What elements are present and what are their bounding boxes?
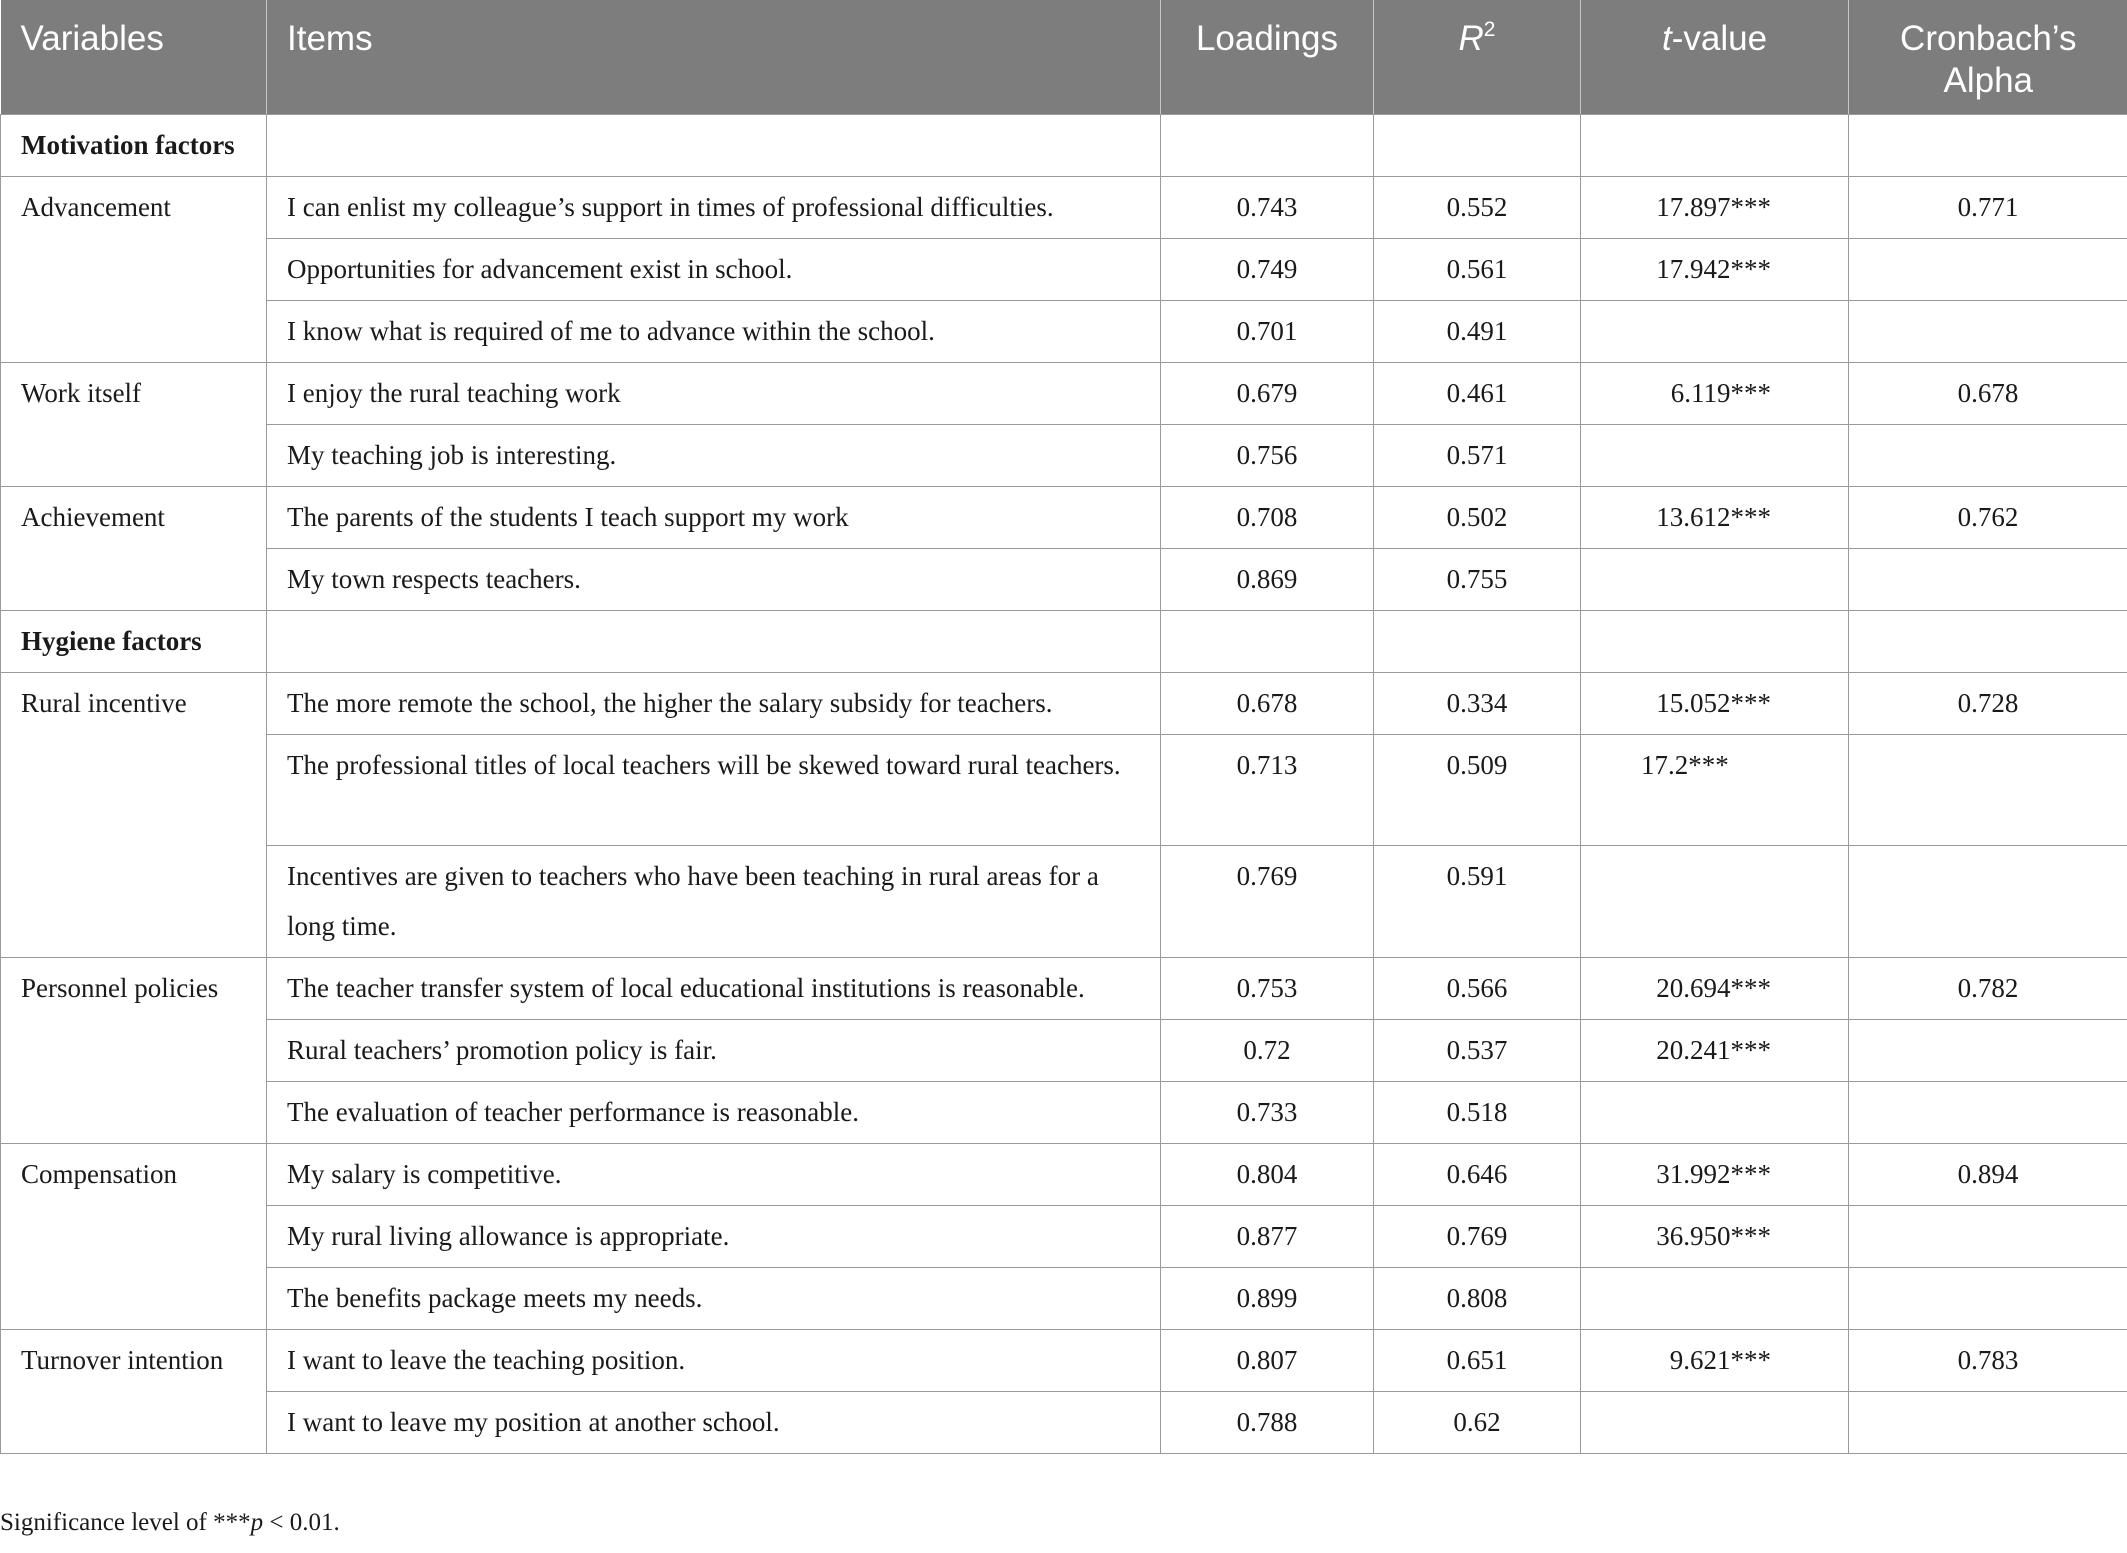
item-cell: The professional titles of local teachers will be skewed toward rural teachers. (267, 734, 1161, 845)
header-cronbach-alpha (1849, 0, 2127, 114)
header-r2-base: R (1458, 19, 1484, 58)
t-value-cell (1581, 486, 1849, 548)
r2-cell: 0.491 (1374, 300, 1581, 362)
r2-cell: 0.808 (1374, 1267, 1581, 1329)
loading-cell: 0.756 (1161, 424, 1374, 486)
r2-cell: 0.769 (1374, 1205, 1581, 1267)
loading-cell: 0.753 (1161, 957, 1374, 1019)
alpha-cell (1849, 1205, 2127, 1267)
t-value-text: 20.241*** (1656, 1034, 1771, 1065)
empty-cell (1581, 114, 1849, 176)
t-value-cell (1581, 957, 1849, 1019)
loading-cell: 0.743 (1161, 176, 1374, 238)
table-row (1, 1391, 2127, 1453)
t-value-cell (1581, 1081, 1849, 1143)
loading-cell: 0.733 (1161, 1081, 1374, 1143)
empty-cell (1161, 610, 1374, 672)
table-row (1, 300, 2127, 362)
item-cell: My salary is competitive. (267, 1143, 1161, 1205)
r2-cell: 0.646 (1374, 1143, 1581, 1205)
table-row (1, 176, 2127, 238)
variable-cell: Personnel policies (1, 957, 267, 1143)
header-items: Items (267, 0, 1161, 114)
r2-cell: 0.334 (1374, 672, 1581, 734)
t-value-text: 20.694*** (1656, 972, 1771, 1003)
t-value-text: 9.621*** (1669, 1344, 1771, 1375)
item-cell: I can enlist my colleague’s support in times of professional difficulties. (267, 176, 1161, 238)
variable-cell: Achievement (1, 486, 267, 610)
header-cronbach-line2: Alpha (1943, 61, 2034, 100)
header-variables: Variables (1, 0, 267, 114)
empty-cell (1849, 610, 2127, 672)
header-r2-sup: 2 (1483, 18, 1496, 41)
empty-cell (1161, 114, 1374, 176)
r2-cell: 0.502 (1374, 486, 1581, 548)
table-row (1, 548, 2127, 610)
alpha-cell (1849, 238, 2127, 300)
variable-cell: Rural incentive (1, 672, 267, 957)
table-row (1, 734, 2127, 845)
t-value-text: 17.2*** (1641, 749, 1729, 780)
t-value-text: 17.942*** (1656, 253, 1771, 284)
t-value-cell (1581, 845, 1849, 957)
loading-cell: 0.701 (1161, 300, 1374, 362)
header-cronbach-line1: Cronbach’s (1900, 19, 2077, 58)
t-value-cell (1581, 1019, 1849, 1081)
alpha-cell (1849, 1019, 2127, 1081)
item-cell: I know what is required of me to advance within the school. (267, 300, 1161, 362)
t-value-text: 31.992*** (1656, 1158, 1771, 1189)
header-t-value (1581, 0, 1849, 114)
t-value-text: 17.897*** (1656, 191, 1771, 222)
t-value-cell (1581, 176, 1849, 238)
loading-cell: 0.807 (1161, 1329, 1374, 1391)
table-row (1, 845, 2127, 957)
t-value-cell (1581, 424, 1849, 486)
r2-cell: 0.62 (1374, 1391, 1581, 1453)
header-loadings: Loadings (1161, 0, 1374, 114)
item-cell: My town respects teachers. (267, 548, 1161, 610)
item-cell: Incentives are given to teachers who have been teaching in rural areas for a long time. (267, 845, 1161, 957)
header-t-rest: -value (1671, 19, 1768, 58)
alpha-cell (1849, 1391, 2127, 1453)
t-value-cell (1581, 300, 1849, 362)
empty-cell (1849, 114, 2127, 176)
table-header (1, 0, 2127, 114)
loading-cell: 0.72 (1161, 1019, 1374, 1081)
table-row (1, 362, 2127, 424)
loading-cell: 0.713 (1161, 734, 1374, 845)
t-value-cell (1581, 1329, 1849, 1391)
t-value-cell (1581, 238, 1849, 300)
loading-cell: 0.679 (1161, 362, 1374, 424)
r2-cell: 0.651 (1374, 1329, 1581, 1391)
t-value-cell (1581, 548, 1849, 610)
item-cell: My rural living allowance is appropriate. (267, 1205, 1161, 1267)
alpha-cell: 0.782 (1849, 957, 2127, 1019)
table-row (1, 957, 2127, 1019)
table-row (1, 672, 2127, 734)
t-value-cell (1581, 1267, 1849, 1329)
table-row (1, 238, 2127, 300)
footnote-suffix: < 0.01. (263, 1509, 340, 1536)
variable-cell: Compensation (1, 1143, 267, 1329)
r2-cell: 0.561 (1374, 238, 1581, 300)
alpha-cell: 0.783 (1849, 1329, 2127, 1391)
item-cell: My teaching job is interesting. (267, 424, 1161, 486)
loading-cell: 0.749 (1161, 238, 1374, 300)
t-value-cell (1581, 362, 1849, 424)
footnote-prefix: Significance level of *** (0, 1509, 251, 1536)
item-cell: Rural teachers’ promotion policy is fair. (267, 1019, 1161, 1081)
empty-cell (267, 610, 1161, 672)
r2-cell: 0.571 (1374, 424, 1581, 486)
item-cell: I want to leave the teaching position. (267, 1329, 1161, 1391)
alpha-cell (1849, 734, 2127, 845)
empty-cell (267, 114, 1161, 176)
section-row (1, 114, 2127, 176)
alpha-cell: 0.762 (1849, 486, 2127, 548)
item-cell: Opportunities for advancement exist in school. (267, 238, 1161, 300)
loading-cell: 0.678 (1161, 672, 1374, 734)
item-cell: The parents of the students I teach support my work (267, 486, 1161, 548)
loading-cell: 0.788 (1161, 1391, 1374, 1453)
variable-cell: Turnover intention (1, 1329, 267, 1453)
empty-cell (1374, 114, 1581, 176)
t-value-text: 6.119*** (1670, 377, 1771, 408)
r2-cell: 0.461 (1374, 362, 1581, 424)
empty-cell (1581, 610, 1849, 672)
table-row (1, 1267, 2127, 1329)
item-cell: The benefits package meets my needs. (267, 1267, 1161, 1329)
r2-cell: 0.518 (1374, 1081, 1581, 1143)
t-value-cell (1581, 672, 1849, 734)
table-row (1, 1019, 2127, 1081)
footnote-p: p (250, 1509, 264, 1536)
loading-cell: 0.899 (1161, 1267, 1374, 1329)
t-value-cell (1581, 734, 1849, 845)
t-value-text: 36.950*** (1656, 1220, 1771, 1251)
alpha-cell (1849, 1267, 2127, 1329)
item-cell: The teacher transfer system of local educational institutions is reasonable. (267, 957, 1161, 1019)
loading-cell: 0.708 (1161, 486, 1374, 548)
table-row (1, 1329, 2127, 1391)
item-cell: I enjoy the rural teaching work (267, 362, 1161, 424)
item-cell: The evaluation of teacher performance is reasonable. (267, 1081, 1161, 1143)
alpha-cell: 0.771 (1849, 176, 2127, 238)
t-value-text: 15.052*** (1656, 687, 1771, 718)
variable-cell: Work itself (1, 362, 267, 486)
table-row (1, 486, 2127, 548)
table-row (1, 1143, 2127, 1205)
alpha-cell (1849, 548, 2127, 610)
empty-cell (1374, 610, 1581, 672)
loading-cell: 0.877 (1161, 1205, 1374, 1267)
r2-cell: 0.509 (1374, 734, 1581, 845)
alpha-cell (1849, 1081, 2127, 1143)
section-title: Hygiene factors (1, 610, 267, 672)
alpha-cell: 0.894 (1849, 1143, 2127, 1205)
item-cell: I want to leave my position at another school. (267, 1391, 1161, 1453)
alpha-cell (1849, 845, 2127, 957)
header-r2 (1374, 0, 1581, 114)
r2-cell: 0.566 (1374, 957, 1581, 1019)
t-value-cell (1581, 1205, 1849, 1267)
footnote (0, 1508, 340, 1538)
section-title: Motivation factors (1, 114, 267, 176)
table-body (1, 114, 2127, 1453)
loading-cell: 0.804 (1161, 1143, 1374, 1205)
r2-cell: 0.537 (1374, 1019, 1581, 1081)
item-cell: The more remote the school, the higher the salary subsidy for teachers. (267, 672, 1161, 734)
header-t-italic: t (1661, 19, 1672, 58)
table-row (1, 1205, 2127, 1267)
alpha-cell: 0.678 (1849, 362, 2127, 424)
r2-cell: 0.591 (1374, 845, 1581, 957)
r2-cell: 0.755 (1374, 548, 1581, 610)
r2-cell: 0.552 (1374, 176, 1581, 238)
t-value-cell (1581, 1391, 1849, 1453)
loading-cell: 0.869 (1161, 548, 1374, 610)
alpha-cell: 0.728 (1849, 672, 2127, 734)
loading-cell: 0.769 (1161, 845, 1374, 957)
table-row (1, 1081, 2127, 1143)
alpha-cell (1849, 424, 2127, 486)
variable-cell: Advancement (1, 176, 267, 362)
table-row (1, 424, 2127, 486)
section-row (1, 610, 2127, 672)
alpha-cell (1849, 300, 2127, 362)
t-value-text: 13.612*** (1656, 501, 1771, 532)
t-value-cell (1581, 1143, 1849, 1205)
